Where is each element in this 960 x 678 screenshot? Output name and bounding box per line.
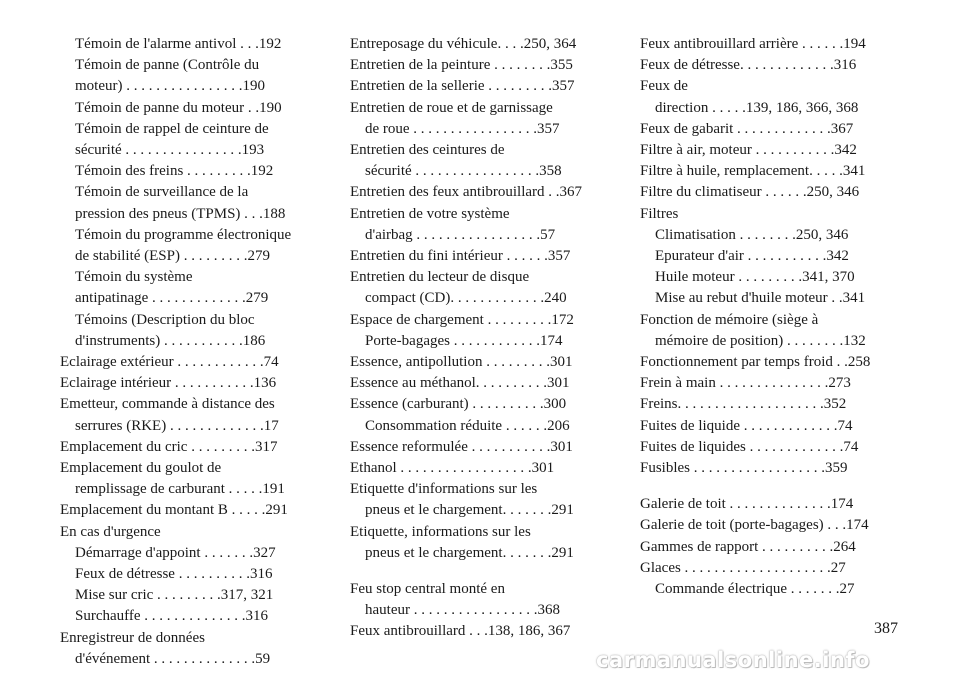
index-entry: Essence, antipollution . . . . . . . . .301 <box>350 354 573 371</box>
index-entry: pression des pneus (TPMS) . . .188 <box>75 205 286 222</box>
index-entry: Entretien des ceintures de <box>350 142 505 159</box>
index-entry: de roue . . . . . . . . . . . . . . . . .357 <box>365 120 560 137</box>
index-column-1 <box>60 34 316 670</box>
index-entry: Témoin de surveillance de la <box>75 184 249 201</box>
index-entry: Surchauffe . . . . . . . . . . . . . .316 <box>75 608 269 625</box>
index-entry: Galerie de toit (porte-bagages) . . .174 <box>640 517 869 534</box>
index-entry: Mise au rebut d'huile moteur . .341 <box>655 290 866 307</box>
index-column-2 <box>350 34 606 643</box>
index-entry: Eclairage intérieur . . . . . . . . . . .136 <box>60 375 277 392</box>
index-entry: Mise sur cric . . . . . . . . .317, 321 <box>75 587 274 604</box>
index-entry: pneus et le chargement. . . . . . .291 <box>365 544 574 561</box>
index-entry: direction . . . . .139, 186, 366, 368 <box>655 99 859 116</box>
index-entry: Feux de détresse. . . . . . . . . . . . .316 <box>640 57 857 74</box>
index-entry: Fuites de liquides . . . . . . . . . . . . .74 <box>640 438 859 455</box>
index-entry: Témoins (Description du bloc <box>75 311 255 328</box>
index-entry: Entretien de votre système <box>350 205 510 222</box>
index-entry: Climatisation . . . . . . . .250, 346 <box>655 226 849 243</box>
index-entry: Témoin de panne (Contrôle du <box>75 57 260 74</box>
index-entry: Feux antibrouillard . . .138, 186, 367 <box>350 623 571 640</box>
index-entry: Emplacement du cric . . . . . . . . .317 <box>60 438 278 455</box>
index-entry: Filtres <box>640 205 679 222</box>
index-entry: sécurité . . . . . . . . . . . . . . . . .358 <box>365 163 562 180</box>
index-entry: antipatinage . . . . . . . . . . . . .279 <box>75 290 269 307</box>
index-entry: d'événement . . . . . . . . . . . . . .59 <box>75 650 271 667</box>
index-entry: sécurité . . . . . . . . . . . . . . . .193 <box>75 142 265 159</box>
index-entry: Témoin de l'alarme antivol . . .192 <box>75 36 282 52</box>
index-entry: Filtre du climatiseur . . . . . .250, 346 <box>640 184 860 201</box>
index-entry: Commande électrique . . . . . . .27 <box>655 581 855 598</box>
index-entry: moteur) . . . . . . . . . . . . . . . .190 <box>75 78 265 95</box>
watermark-logo: carmanualsonline.info <box>596 648 870 672</box>
index-entry: Feux de détresse . . . . . . . . . .316 <box>75 566 273 583</box>
index-entry: Gammes de rapport . . . . . . . . . .264 <box>640 538 856 555</box>
index-entry: Emetteur, commande à distance des <box>60 396 275 413</box>
index-entry: Etiquette d'informations sur les <box>350 481 538 498</box>
index-entry: Essence (carburant) . . . . . . . . . .300 <box>350 396 567 413</box>
index-entry: Entretien de la sellerie . . . . . . . . .357 <box>350 78 575 95</box>
index-entry: de stabilité (ESP) . . . . . . . . .279 <box>75 248 270 265</box>
page-number: 387 <box>874 620 898 637</box>
index-entry: d'instruments) . . . . . . . . . . .186 <box>75 332 266 349</box>
index-entry: Emplacement du goulot de <box>60 460 222 477</box>
index-entry: Entretien du lecteur de disque <box>350 269 530 286</box>
index-entry: Entreposage du véhicule. . . .250, 364 <box>350 36 577 52</box>
index-entry: Emplacement du montant B . . . . .291 <box>60 502 288 519</box>
index-column-3 <box>640 34 896 600</box>
index-entry: Epurateur d'air . . . . . . . . . . .342 <box>655 248 849 265</box>
index-entry: serrures (RKE) . . . . . . . . . . . . .17 <box>75 417 279 434</box>
index-entry: mémoire de position) . . . . . . . .132 <box>655 332 866 349</box>
index-entry: Feux de <box>640 78 688 95</box>
index-entry: compact (CD). . . . . . . . . . . . .240 <box>365 290 567 307</box>
index-entry: Filtre à huile, remplacement. . . . .341 <box>640 163 866 180</box>
index-entry: Feu stop central monté en <box>350 581 505 598</box>
index-entry: Fonction de mémoire (siège à <box>640 311 819 328</box>
index-entry: Témoin de rappel de ceinture de <box>75 120 269 137</box>
index-entry: Essence au méthanol. . . . . . . . . .301 <box>350 375 570 392</box>
index-entry: Eclairage extérieur . . . . . . . . . . . .74 <box>60 354 279 371</box>
index-entry: Feux de gabarit . . . . . . . . . . . . .367 <box>640 120 854 137</box>
index-entry: Fuites de liquide . . . . . . . . . . . . .74 <box>640 417 853 434</box>
index-entry: Entretien de la peinture . . . . . . . .355 <box>350 57 573 74</box>
index-entry: Témoin des freins . . . . . . . . .192 <box>75 163 274 180</box>
index-entry: Huile moteur . . . . . . . . .341, 370 <box>655 269 855 286</box>
index-entry: Fusibles . . . . . . . . . . . . . . . . . .359 <box>640 460 848 477</box>
index-entry: remplissage de carburant . . . . .191 <box>75 481 285 498</box>
index-entry: Espace de chargement . . . . . . . . .172 <box>350 311 574 328</box>
index-entry: Témoin du programme électronique <box>75 226 292 243</box>
index-entry: Essence reformulée . . . . . . . . . . .301 <box>350 438 573 455</box>
index-entry: Entretien du fini intérieur . . . . . .357 <box>350 248 571 265</box>
index-entry: Entretien des feux antibrouillard . .367 <box>350 184 583 201</box>
index-entry: Consommation réduite . . . . . .206 <box>365 417 570 434</box>
index-entry: Filtre à air, moteur . . . . . . . . . . .342 <box>640 142 857 159</box>
index-entry: Enregistreur de données <box>60 629 205 646</box>
index-entry: d'airbag . . . . . . . . . . . . . . . . .57 <box>365 226 556 243</box>
index-entry: Galerie de toit . . . . . . . . . . . . . .174 <box>640 496 854 513</box>
index-entry: Frein à main . . . . . . . . . . . . . . .273 <box>640 375 851 392</box>
index-entry: Entretien de roue et de garnissage <box>350 99 553 116</box>
index-entry: En cas d'urgence <box>60 523 161 540</box>
index-entry: Freins. . . . . . . . . . . . . . . . . . . .352 <box>640 396 847 413</box>
index-entry: pneus et le chargement. . . . . . .291 <box>365 502 574 519</box>
index-entry: hauteur . . . . . . . . . . . . . . . . .368 <box>365 602 560 619</box>
index-entry: Glaces . . . . . . . . . . . . . . . . . . . .27 <box>640 559 846 576</box>
index-entry: Porte-bagages . . . . . . . . . . . .174 <box>365 332 563 349</box>
index-entry: Démarrage d'appoint . . . . . . .327 <box>75 544 276 561</box>
index-entry: Témoin du système <box>75 269 193 286</box>
index-entry: Témoin de panne du moteur . .190 <box>75 99 282 116</box>
index-entry: Feux antibrouillard arrière . . . . . .194 <box>640 36 866 52</box>
index-entry: Fonctionnement par temps froid . .258 <box>640 354 871 371</box>
index-entry: Ethanol . . . . . . . . . . . . . . . . . .301 <box>350 460 555 477</box>
index-entry: Etiquette, informations sur les <box>350 523 531 540</box>
